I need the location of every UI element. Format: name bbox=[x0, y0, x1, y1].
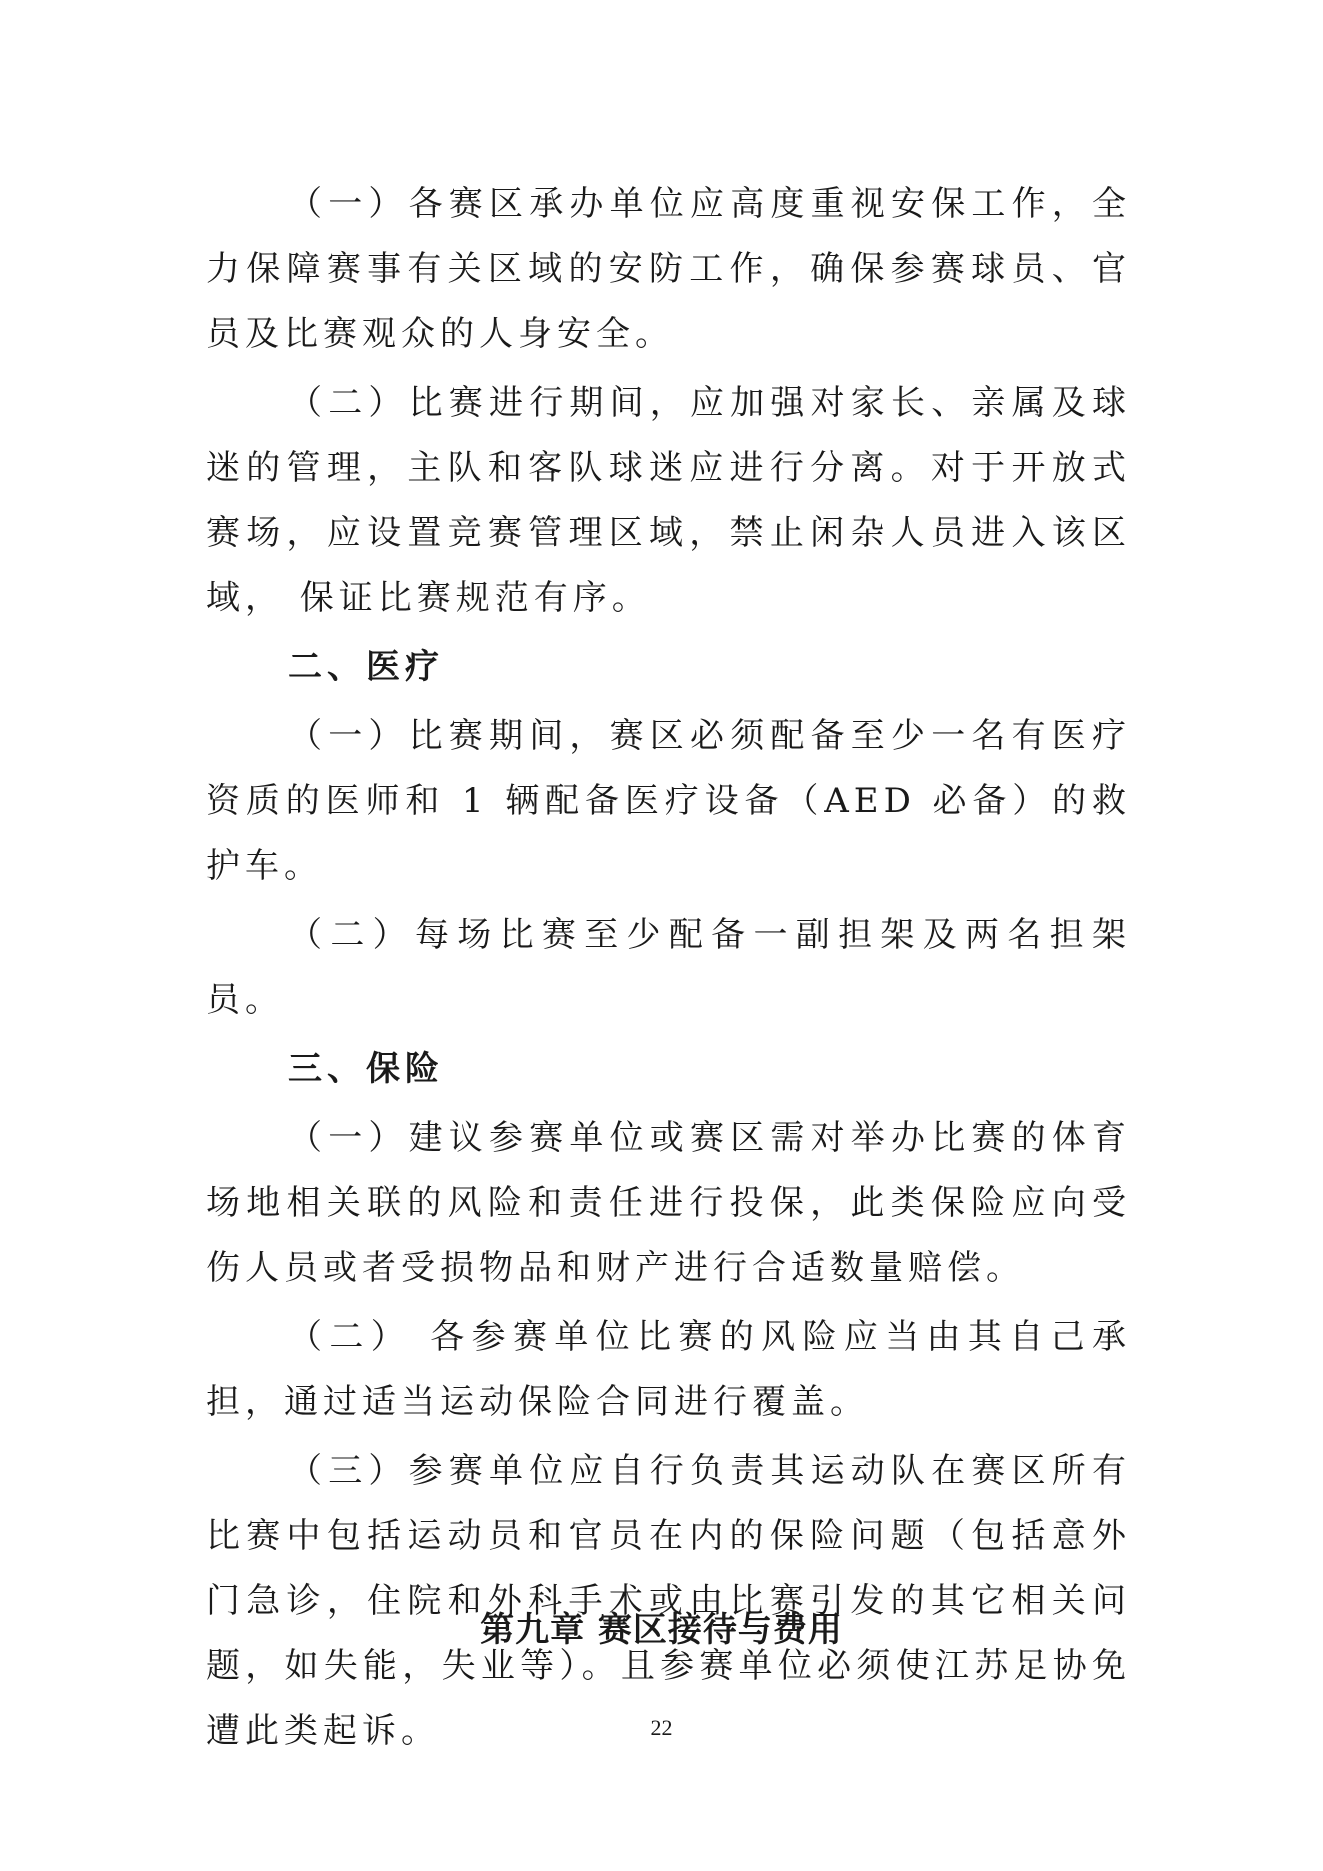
chapter-title: 第九章 赛区接待与费用 bbox=[480, 1610, 843, 1650]
paragraph-insurance-3: （三）参赛单位应自行负责其运动队在赛区所有比赛中包括运动员和官员在内的保险问题（包括意外门急诊，住院和外科手术或由比赛引发的其它相关问题，如失能，失业等）。且参赛单位必须使江苏足协免遭此类起诉。 bbox=[206, 1451, 1131, 1751]
paragraph-insurance-1: （一）建议参赛单位或赛区需对举办比赛的体育场地相关联的风险和责任进行投保，此类保险应向受伤人员或者受损物品和财产进行合适数量赔偿。 bbox=[206, 1118, 1131, 1288]
paragraph-security-2: （二）比赛进行期间，应加强对家长、亲属及球迷的管理，主队和客队球迷应进行分离。对于开放式赛场，应设置竞赛管理区域，禁止闲杂人员进入该区域， 保证比赛规范有序。 bbox=[206, 383, 1131, 618]
paragraph-security-1: （一）各赛区承办单位应高度重视安保工作，全力保障赛事有关区域的安防工作，确保参赛球员、官员及比赛观众的人身安全。 bbox=[206, 184, 1131, 354]
body-text bbox=[206, 172, 1131, 1768]
section-heading-medical: 二、医疗 bbox=[288, 647, 444, 687]
page-number: 22 bbox=[650, 1715, 673, 1740]
paragraph-medical-1: （一）比赛期间，赛区必须配备至少一名有医疗资质的医师和 1 辆配备医疗设备（AED 必备）的救护车。 bbox=[206, 716, 1131, 886]
section-heading-insurance: 三、保险 bbox=[288, 1049, 444, 1089]
paragraph-medical-2: （二）每场比赛至少配备一副担架及两名担架员。 bbox=[206, 915, 1131, 1020]
paragraph-insurance-2: （二） 各参赛单位比赛的风险应当由其自己承担，通过适当运动保险合同进行覆盖。 bbox=[206, 1317, 1131, 1422]
